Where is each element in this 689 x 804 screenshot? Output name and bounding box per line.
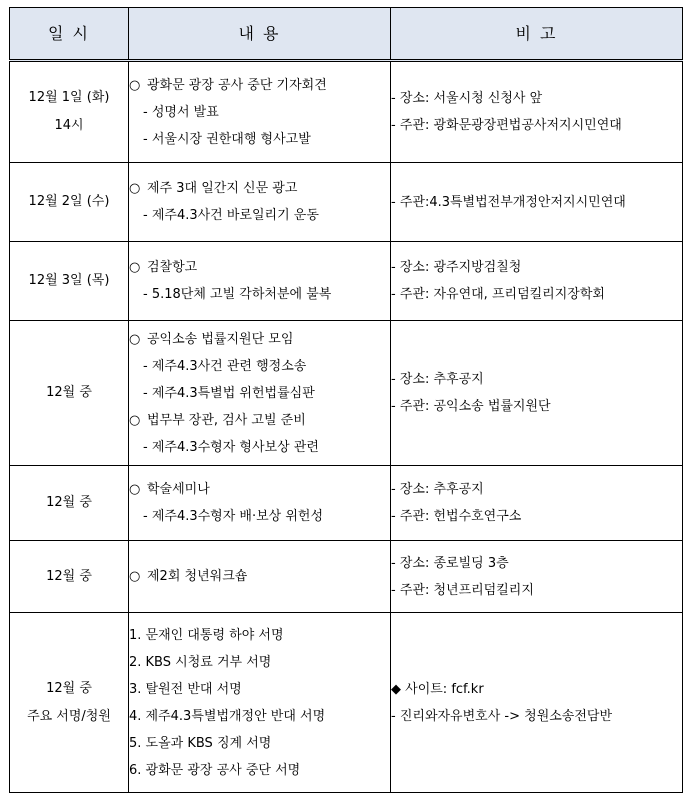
list-item: 5. 도올과 KBS 징계 서명 bbox=[129, 735, 272, 751]
note-text: - 장소: 서울시청 신청사 앞 bbox=[391, 91, 543, 106]
date-text: 12월 2일 (수) bbox=[28, 194, 110, 209]
note-text: - 주관:4.3특별법전부개정안저지시민연대 bbox=[391, 194, 626, 210]
date-cell bbox=[10, 61, 129, 163]
note-text: - 주관: 헌법수호연구소 bbox=[391, 509, 522, 524]
list-item: - 5.18단체 고빌 각하처분에 불복 bbox=[143, 287, 332, 302]
date-cell bbox=[10, 242, 129, 321]
note-text: - 장소: 추후공지 bbox=[391, 482, 484, 497]
date-text: 14시 bbox=[54, 118, 84, 133]
note-cell bbox=[391, 466, 683, 541]
list-item: ○ 공익소송 법률지원단 모임 bbox=[129, 326, 390, 353]
table-row bbox=[10, 61, 683, 163]
note-cell bbox=[391, 242, 683, 321]
note-cell bbox=[391, 61, 683, 163]
note-text: - 장소: 종로빌딩 3층 bbox=[391, 555, 509, 571]
date-cell bbox=[10, 541, 129, 613]
note-text: - 장소: 광주지방검칠청 bbox=[391, 260, 522, 275]
table-row bbox=[10, 541, 683, 613]
content-cell bbox=[129, 321, 391, 466]
list-item: - 제주4.3사건 관련 행정소송 bbox=[143, 358, 307, 374]
list-item: ○ 학술세미나 bbox=[129, 476, 390, 503]
header-note: 비 고 bbox=[391, 8, 683, 61]
circle-bullet-icon: ○ bbox=[129, 331, 141, 347]
list-item: - 제주4.3수형자 배·보상 위헌성 bbox=[143, 509, 324, 524]
note-text: - 주관: 자유연대, 프리덤킬리지장학회 bbox=[391, 287, 605, 302]
note-cell bbox=[391, 321, 683, 466]
list-item: - 제주4.3특별법 위헌법률심판 bbox=[143, 385, 315, 401]
content-cell bbox=[129, 61, 391, 163]
table-row bbox=[10, 321, 683, 466]
list-item: 6. 광화문 광장 공사 중단 서명 bbox=[129, 762, 301, 778]
date-text: 12월 3일 (목) bbox=[28, 273, 110, 288]
table-row bbox=[10, 163, 683, 242]
note-text: - 장소: 추후공지 bbox=[391, 372, 484, 387]
date-text: 12월 1일 (화) bbox=[28, 90, 110, 105]
date-text: 12월 중 bbox=[46, 495, 92, 510]
note-text: - 주관: 공익소송 법률지원단 bbox=[391, 399, 551, 414]
header-date: 일 시 bbox=[10, 8, 129, 61]
schedule-table bbox=[9, 7, 683, 793]
note-cell bbox=[391, 163, 683, 242]
date-text: 12월 중 bbox=[46, 568, 92, 584]
list-item: ○ 제주 3대 일간지 신문 광고 bbox=[129, 175, 390, 202]
content-cell bbox=[129, 163, 391, 242]
header-content: 내 용 bbox=[129, 8, 391, 61]
content-cell bbox=[129, 541, 391, 613]
note-cell bbox=[391, 541, 683, 613]
date-cell bbox=[10, 321, 129, 466]
circle-bullet-icon: ○ bbox=[129, 260, 141, 275]
list-item: 3. 탈원전 반대 서명 bbox=[129, 681, 242, 697]
date-text: 주요 서명/청원 bbox=[27, 708, 111, 724]
content-cell bbox=[129, 613, 391, 793]
note-cell bbox=[391, 613, 683, 793]
list-item: - 성명서 발표 bbox=[143, 104, 219, 120]
list-item: ○ 검찰항고 bbox=[129, 254, 390, 281]
date-cell bbox=[10, 163, 129, 242]
note-text: - 주관: 광화문광장편법공사저지시민연대 bbox=[391, 118, 622, 133]
list-item: 1. 문재인 대통령 하야 서명 bbox=[129, 627, 284, 643]
circle-bullet-icon: ○ bbox=[129, 569, 141, 584]
content-cell bbox=[129, 242, 391, 321]
header-row bbox=[10, 8, 683, 61]
date-text: 12월 중 bbox=[46, 385, 92, 400]
date-text: 12월 중 bbox=[46, 680, 92, 696]
list-item: ○ 광화문 광장 공사 중단 기자회견 bbox=[129, 72, 390, 99]
list-item: 2. KBS 시청료 거부 서명 bbox=[129, 654, 272, 670]
circle-bullet-icon: ○ bbox=[129, 77, 141, 93]
list-item: ○ 제2회 청년워크숍 bbox=[129, 563, 390, 590]
content-cell bbox=[129, 466, 391, 541]
table-row bbox=[10, 466, 683, 541]
table-row bbox=[10, 613, 683, 793]
list-item: - 제주4.3수형자 형사보상 관련 bbox=[143, 439, 319, 455]
note-text: ◆ 사이트: fcf.kr bbox=[391, 681, 484, 697]
list-item: ○ 법무부 장관, 검사 고빌 준비 bbox=[129, 407, 390, 434]
list-item: 4. 제주4.3특별법개정안 반대 서명 bbox=[129, 708, 326, 724]
circle-bullet-icon: ○ bbox=[129, 181, 141, 196]
date-cell bbox=[10, 613, 129, 793]
list-item: - 제주4.3사건 바로일리기 운동 bbox=[143, 208, 319, 223]
circle-bullet-icon: ○ bbox=[129, 482, 141, 497]
circle-bullet-icon: ○ bbox=[129, 412, 141, 428]
table-row bbox=[10, 242, 683, 321]
date-cell bbox=[10, 466, 129, 541]
note-text: - 진리와자유변호사 -> 청원소송전담반 bbox=[391, 708, 613, 724]
list-item: - 서울시장 권한대행 형사고발 bbox=[143, 131, 311, 147]
note-text: - 주관: 청년프리덤킬리지 bbox=[391, 582, 534, 598]
